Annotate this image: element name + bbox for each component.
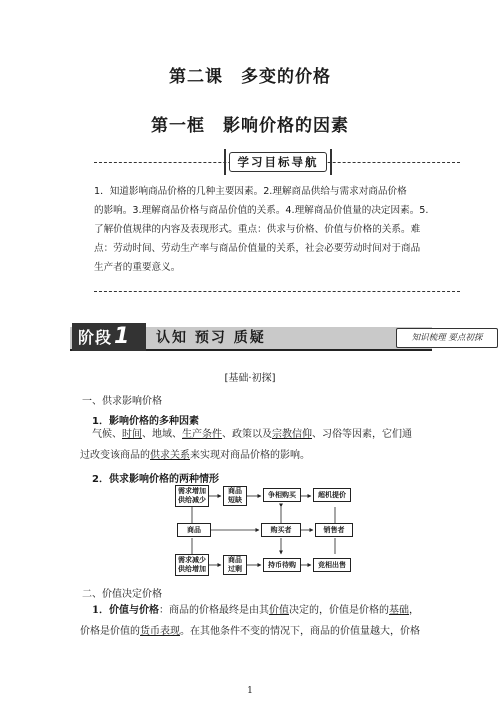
- node-hold-cash: 持币待购: [263, 558, 301, 572]
- text: ：商品的价格最终是由其: [158, 605, 269, 616]
- objectives-line: 点：劳动时间、劳动生产率与商品价值量的关系，社会必要劳动时间对于商品: [94, 243, 421, 254]
- node-scramble-buy: 争相购买: [263, 488, 301, 502]
- text: ，: [408, 605, 419, 616]
- text: 。在其他条件不变的情况下，商品的价值量越大，价格: [180, 626, 420, 637]
- node-demand-up: 需求增加 供给减少: [175, 485, 209, 507]
- term-bold: 1．价值与价格: [92, 605, 159, 616]
- text: 、习俗等因素，它们通: [312, 429, 412, 440]
- underlined-term: 货币表现: [140, 626, 180, 637]
- node-surplus: 商品 过剩: [223, 555, 247, 575]
- node-shortage: 商品 短缺: [223, 486, 247, 506]
- paragraph-line: [80, 445, 412, 466]
- paragraph-line: [92, 600, 420, 621]
- text: 决定的，价值是价格的: [288, 605, 389, 616]
- supply-demand-diagram: [175, 485, 375, 579]
- underlined-term: 宗教信仰: [272, 429, 312, 440]
- underlined-term: 时间: [122, 429, 142, 440]
- stage-label: [72, 323, 146, 351]
- stage-label-text: 阶段: [78, 328, 113, 347]
- divider-bottom: [94, 291, 460, 292]
- objectives-heading: 学习目标导航: [229, 152, 327, 172]
- text: 、政策以及: [222, 429, 272, 440]
- page-number: 1: [247, 686, 253, 696]
- node-demand-down: 需求减少 供给增加: [175, 554, 209, 576]
- objectives-line: 的影响。3.理解商品价格与商品价值的关系。4.理解商品价值量的决定因素。5.: [94, 205, 429, 216]
- item-title: 2．供求影响价格的两种情形: [92, 474, 219, 485]
- objectives-content: [94, 182, 460, 277]
- node-compete-sell: 竞相出售: [313, 558, 351, 572]
- text: 来实现对商品价格的影响。: [190, 450, 310, 461]
- stage-banner: [70, 323, 500, 353]
- node-buyer: 购买者: [261, 523, 301, 537]
- paragraph-line: [92, 424, 412, 445]
- section-tag: [基础·初探]: [224, 373, 276, 384]
- item-title: 1．影响价格的多种因素: [92, 416, 199, 427]
- text: 价格是价值的: [80, 626, 140, 637]
- lesson-title: 第二课 多变的价格: [169, 67, 331, 87]
- underlined-term: 基础: [388, 605, 409, 616]
- stage-subtitle: 认知 预习 质疑: [156, 330, 266, 346]
- node-goods: 商品: [177, 523, 211, 537]
- objectives-line: 1．知道影响商品价格的几种主要因素。2.理解商品供给与需求对商品价格: [94, 186, 407, 197]
- value-price-paragraph: [80, 600, 420, 642]
- stage-number: 1: [114, 324, 131, 349]
- underlined-term: 价值: [268, 605, 289, 616]
- section-heading: 二、价值决定价格: [82, 589, 162, 600]
- objectives-line: 生产者的重要意义。: [94, 262, 181, 273]
- text: 、地域、: [142, 429, 182, 440]
- stage-badge: 知识梳理 要点初探: [396, 328, 498, 348]
- section-title: 第一框 影响价格的因素: [151, 116, 349, 136]
- section-heading: 一、供求影响价格: [82, 396, 162, 407]
- paragraph-line: [80, 621, 420, 642]
- underlined-term: 生产条件: [182, 429, 222, 440]
- underlined-term: 供求关系: [150, 450, 190, 461]
- objectives-box: [94, 150, 460, 296]
- text: 过改变该商品的: [80, 450, 150, 461]
- text: 气候、: [92, 429, 122, 440]
- node-seller: 销售者: [315, 523, 353, 537]
- item1-paragraph: [80, 424, 412, 466]
- objectives-line: 了解价值规律的内容及表现形式。重点：供求与价格、价值与价格的关系。难: [94, 224, 421, 235]
- node-raise-price: 超机提价: [313, 488, 351, 502]
